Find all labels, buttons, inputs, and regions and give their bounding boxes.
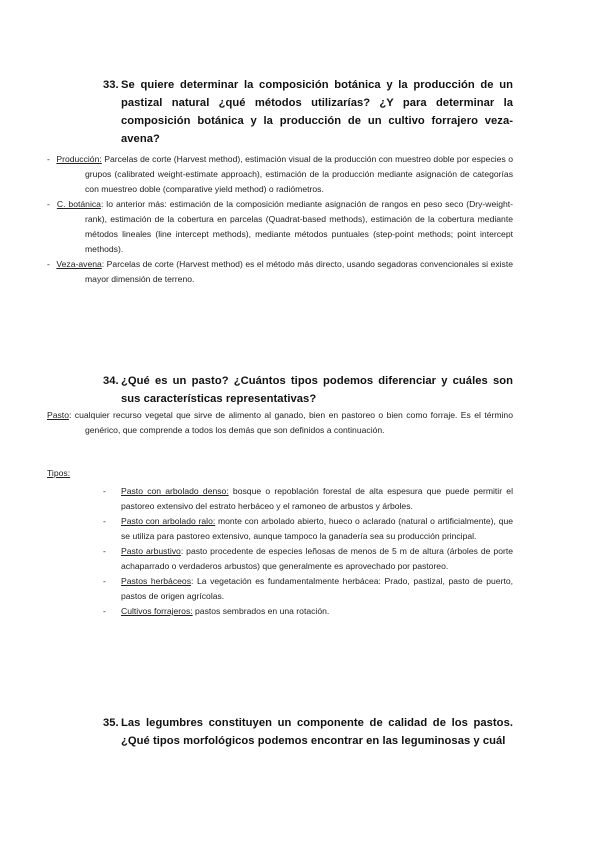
list-item [103,544,513,574]
tipo-text: monte con arbolado abierto, hueco o aclarado (natural o artificialmente), que se utiliza para pastoreo extensivo, aunque tampoco la ganadería sea su producción principal. [121,516,513,541]
question-34 [103,372,513,408]
dash: - [103,606,106,616]
answer-produccion [47,152,513,197]
tipo-label: Pasto arbustivo [121,546,181,556]
pasto-label: Pasto [47,410,69,420]
pasto-definition [47,408,513,438]
tipo-label: Pastos herbáceos [121,576,191,586]
dash: - [47,259,50,269]
question-number: 33. [103,79,119,91]
tipo-text: bosque o repoblación forestal de alta espesura que puede permitir el pastoreo extensivo del estrato herbáceo y el ramoneo de arbustos y árboles. [121,486,513,511]
tipo-text: : pasto procedente de especies leñosas de menos de 5 m de altura (árboles de porte achaparrado o verdaderos arbustos) que generalmente es aprovechado por pastoreo. [121,546,513,571]
question-number: 34. [103,375,119,387]
question-text: Las legumbres constituyen un componente de calidad de los pastos. ¿Qué tipos morfológicos podemos encontrar en las leguminosas y cuál [121,717,513,747]
dash: - [103,486,106,496]
answers-33 [47,152,513,287]
dash: - [47,199,50,209]
list-item [103,574,513,604]
tipo-label: Cultivos forrajeros: [121,606,193,616]
tipo-label: Pasto con arbolado ralo: [121,516,216,526]
pasto-paragraph [47,408,513,438]
answer-label: Veza-avena [56,259,102,269]
answer-text: : lo anterior más: estimación de la composición mediante asignación de rangos en peso seco (Dry-weight-rank), estimación de la cobertura en parcelas (Quadrat-based methods), estimación de la cobertura mediante métodos lineales (line intercept methods), mediante métodos puntuales (step-point methods; point intercept methods). [85,199,513,254]
tipo-text: : La vegetación es fundamentalmente herbácea: Prado, pastizal, pasto de puerto, pastos de origen agrícolas. [121,576,514,601]
question-35 [103,714,513,750]
question-text: ¿Qué es un pasto? ¿Cuántos tipos podemos diferenciar y cuáles son sus características representativas? [121,375,513,405]
dash: - [47,154,50,164]
tipo-text: pastos sembrados en una rotación. [192,606,330,616]
question-number: 35. [103,717,119,729]
answer-text: Parcelas de corte (Harvest method), estimación visual de la producción con muestreo doble por especies o grupos (calibrated weight-estimate approach), estimación de la producción mediante asignación de categorías con muestreo doble (comparative yield method) o radiómetros. [85,154,513,194]
question-text: Se quiere determinar la composición botánica y la producción de un pastizal natural ¿qué métodos utilizarías? ¿Y para determinar la composición botánica y la producción de un cultivo forrajero veza-avena? [121,79,513,145]
tipos-label: Tipos: [47,468,71,478]
answer-veza-avena [47,257,513,287]
list-item [103,484,513,514]
answer-c-botanica [47,197,513,257]
tipos-list [103,484,513,619]
dash: - [103,546,106,556]
answer-text: : Parcelas de corte (Harvest method) es el método más directo, usando segadoras convencionales si existe mayor dimensión de terreno. [85,259,513,284]
tipo-label: Pasto con arbolado denso: [121,486,229,496]
list-item [103,514,513,544]
dash: - [103,576,106,586]
dash: - [103,516,106,526]
question-33 [103,76,513,148]
list-item [103,604,513,619]
answer-label: C. botánica [56,199,101,209]
pasto-text: : cualquier recurso vegetal que sirve de alimento al ganado, bien en pastoreo o bien como forraje. Es el término genérico, que comprende a todos los demás que son definidos a continuación. [68,410,513,435]
answer-label: Producción: [56,154,102,164]
